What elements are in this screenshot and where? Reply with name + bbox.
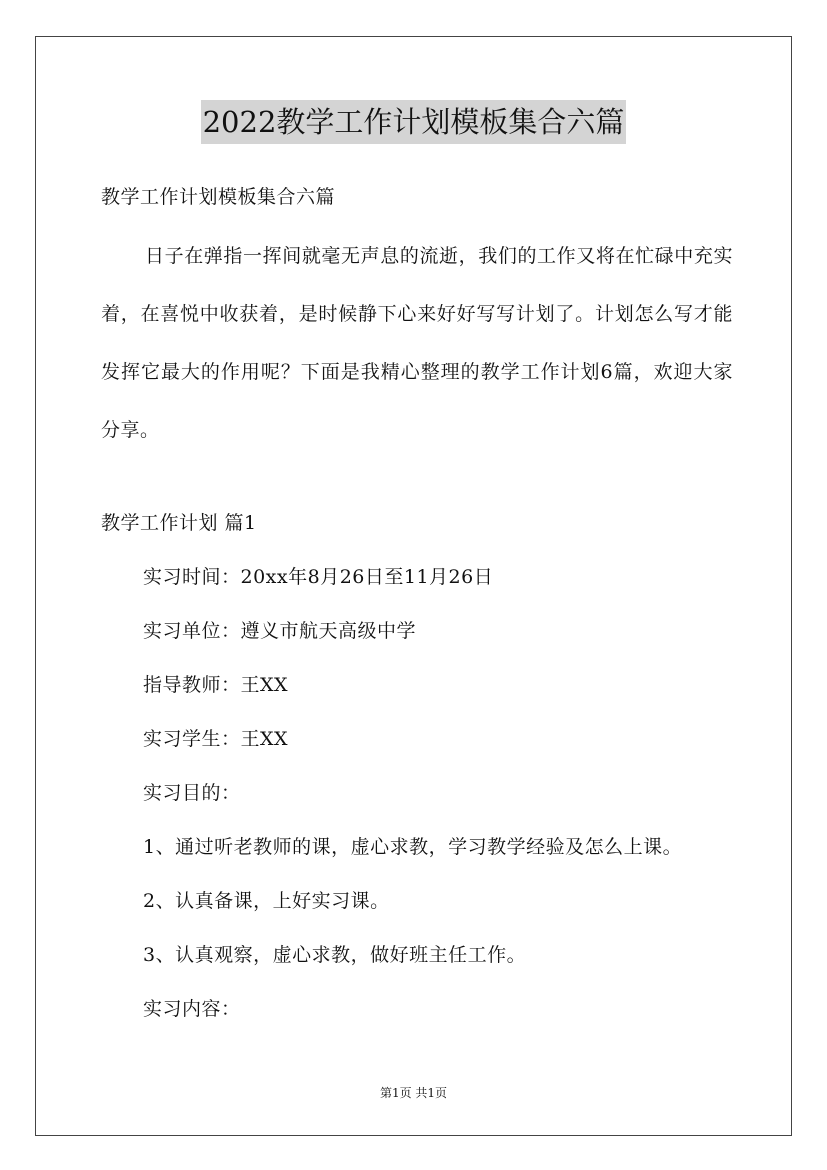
list-item: 指导教师：王XX (143, 674, 289, 696)
document-title: 2022教学工作计划模板集合六篇 (201, 100, 627, 144)
list-item: 实习内容： (143, 998, 241, 1020)
list-item: 实习单位：遵义市航天高级中学 (143, 620, 417, 642)
section-heading: 教学工作计划 篇1 (101, 512, 257, 534)
page-footer: 第1页 共1页 (379, 1086, 448, 1100)
document-subtitle: 教学工作计划模板集合六篇 (101, 186, 336, 208)
list-item: 1、通过听老教师的课，虚心求教，学习教学经验及怎么上课。 (143, 836, 683, 858)
list-item: 实习学生：王XX (143, 728, 289, 750)
title-container (0, 100, 827, 144)
list-item: 实习时间：20xx年8月26日至11月26日 (143, 566, 494, 588)
list-item: 实习目的： (143, 782, 241, 804)
list-item: 2、认真备课，上好实习课。 (143, 890, 390, 912)
intro-paragraph: 日子在弹指一挥间就毫无声息的流逝，我们的工作又将在忙碌中充实着，在喜悦中收获着，是时候静下心来好好写写计划了。计划怎么写才能发挥它最大的作用呢？下面是我精心整理的教学工作计划6篇，欢迎大家分享。 (101, 245, 733, 441)
list-item: 3、认真观察，虚心求教，做好班主任工作。 (143, 944, 527, 966)
